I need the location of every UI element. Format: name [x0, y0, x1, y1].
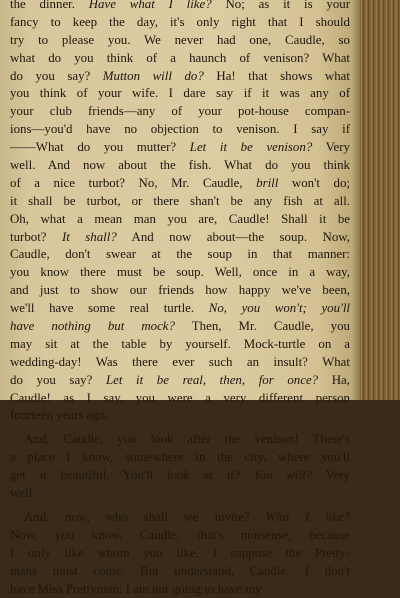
italic-text: No, you won't; you'll — [209, 301, 350, 315]
text-line — [10, 336, 350, 354]
text-line — [10, 300, 350, 318]
text-line — [10, 229, 350, 247]
text-run: do you say? — [10, 69, 103, 83]
text-run: mans must come. But understand, Caudle, I don't — [10, 564, 350, 578]
text-run: Very — [312, 468, 350, 482]
text-line — [10, 318, 350, 336]
text-line — [10, 139, 350, 157]
text-run: wedding-day! Was there ever such an insult? What — [10, 355, 350, 369]
text-line — [10, 390, 350, 408]
text-line — [10, 121, 350, 139]
italic-text: It shall? — [62, 230, 117, 244]
page-text — [10, 0, 350, 598]
text-run: No; as it is your — [212, 0, 350, 11]
text-line — [10, 563, 350, 581]
text-run: And, Caudle, you look after the venison! There's — [24, 432, 350, 446]
text-line — [10, 407, 350, 425]
text-line — [10, 264, 350, 282]
text-run: And now about—the soup. Now, — [117, 230, 350, 244]
text-line — [10, 0, 350, 14]
text-line — [10, 354, 350, 372]
text-line — [10, 509, 350, 527]
text-run: of a nice turbot? No, Mr. Caudle, — [10, 176, 256, 190]
text-run: try to please you. We never had one, Caudle, so — [10, 33, 350, 47]
text-run: well. And now about the fish. What do you think — [10, 158, 350, 172]
text-line — [10, 157, 350, 175]
text-run: fancy to keep the day, it's only right that I should — [10, 15, 350, 29]
text-line — [10, 449, 350, 467]
text-line — [10, 68, 350, 86]
text-line — [10, 32, 350, 50]
text-run: the dinner. — [10, 0, 89, 11]
text-run: your club friends—any of your pot-house compan- — [10, 104, 350, 118]
text-run: have Miss Prettyman: I am not going to have my — [10, 582, 262, 596]
text-run: may sit at the table by yourself. Mock-turtle on a — [10, 337, 350, 351]
italic-text: Who I like? — [265, 510, 350, 524]
text-run: we'll have some real turtle. — [10, 301, 209, 315]
text-run: won't do; — [278, 176, 350, 190]
italic-text: Have what I like? — [89, 0, 212, 11]
text-run: it shall be turbot, or there shan't be any fish at all. — [10, 194, 350, 208]
text-run: Caudle! as I say, you were a very different person — [10, 391, 350, 405]
text-line — [10, 372, 350, 390]
text-run: you know there must be soup. Well, once in a way, — [10, 265, 350, 279]
text-line — [10, 14, 350, 32]
text-run: Very — [312, 140, 350, 154]
text-line — [10, 103, 350, 121]
text-line — [10, 527, 350, 545]
text-run: Oh, what a mean man you are, Caudle! Shall it be — [10, 212, 350, 226]
text-run: ions—you'd have no objection to venison. I say if — [10, 122, 350, 136]
text-run: I only like whom you like. I suppose the Pretty- — [10, 546, 350, 560]
text-run: you think of your wife. I dare say if it was any of — [10, 86, 350, 100]
text-line — [10, 50, 350, 68]
text-run: do you say? — [10, 373, 106, 387]
text-line — [10, 175, 350, 193]
text-line — [10, 211, 350, 229]
text-run: ——What do you mutter? — [10, 140, 190, 154]
text-line — [10, 467, 350, 485]
text-line — [10, 431, 350, 449]
text-run: Ha! that shows what — [204, 69, 350, 83]
italic-text: have nothing but mock? — [10, 319, 175, 333]
text-line — [10, 545, 350, 563]
italic-text: You will? — [254, 468, 312, 482]
text-line — [10, 485, 350, 503]
text-run: Now, you know, Caudle, that's nonsense; because — [10, 528, 350, 542]
text-run: a place I know, somewhere in the city, where you'll — [10, 450, 350, 464]
text-run: And, now, who shall we invite? — [24, 510, 265, 524]
page-stack-edge — [360, 0, 400, 400]
italic-text: Let it be venison? — [190, 140, 312, 154]
italic-text: brill — [256, 176, 278, 190]
text-run: Ha, — [318, 373, 350, 387]
text-run: turbot? — [10, 230, 62, 244]
text-line — [10, 193, 350, 211]
text-run: get it beautiful. You'll look at it? — [10, 468, 254, 482]
text-run: well. — [10, 486, 35, 500]
text-line — [10, 246, 350, 264]
text-run: Then, Mr. Caudle, you — [175, 319, 350, 333]
text-line — [10, 282, 350, 300]
text-run: what do you think of a haunch of venison? What — [10, 51, 350, 65]
italic-text: Mutton will do? — [103, 69, 204, 83]
text-run: Caudle, don't swear at the soup in that manner: — [10, 247, 350, 261]
text-run: fourteen years ago. — [10, 408, 108, 422]
text-run: and just to show our friends how happy we've been, — [10, 283, 350, 297]
italic-text: Let it be real, then, for once? — [106, 373, 318, 387]
text-line — [10, 581, 350, 598]
text-line — [10, 85, 350, 103]
